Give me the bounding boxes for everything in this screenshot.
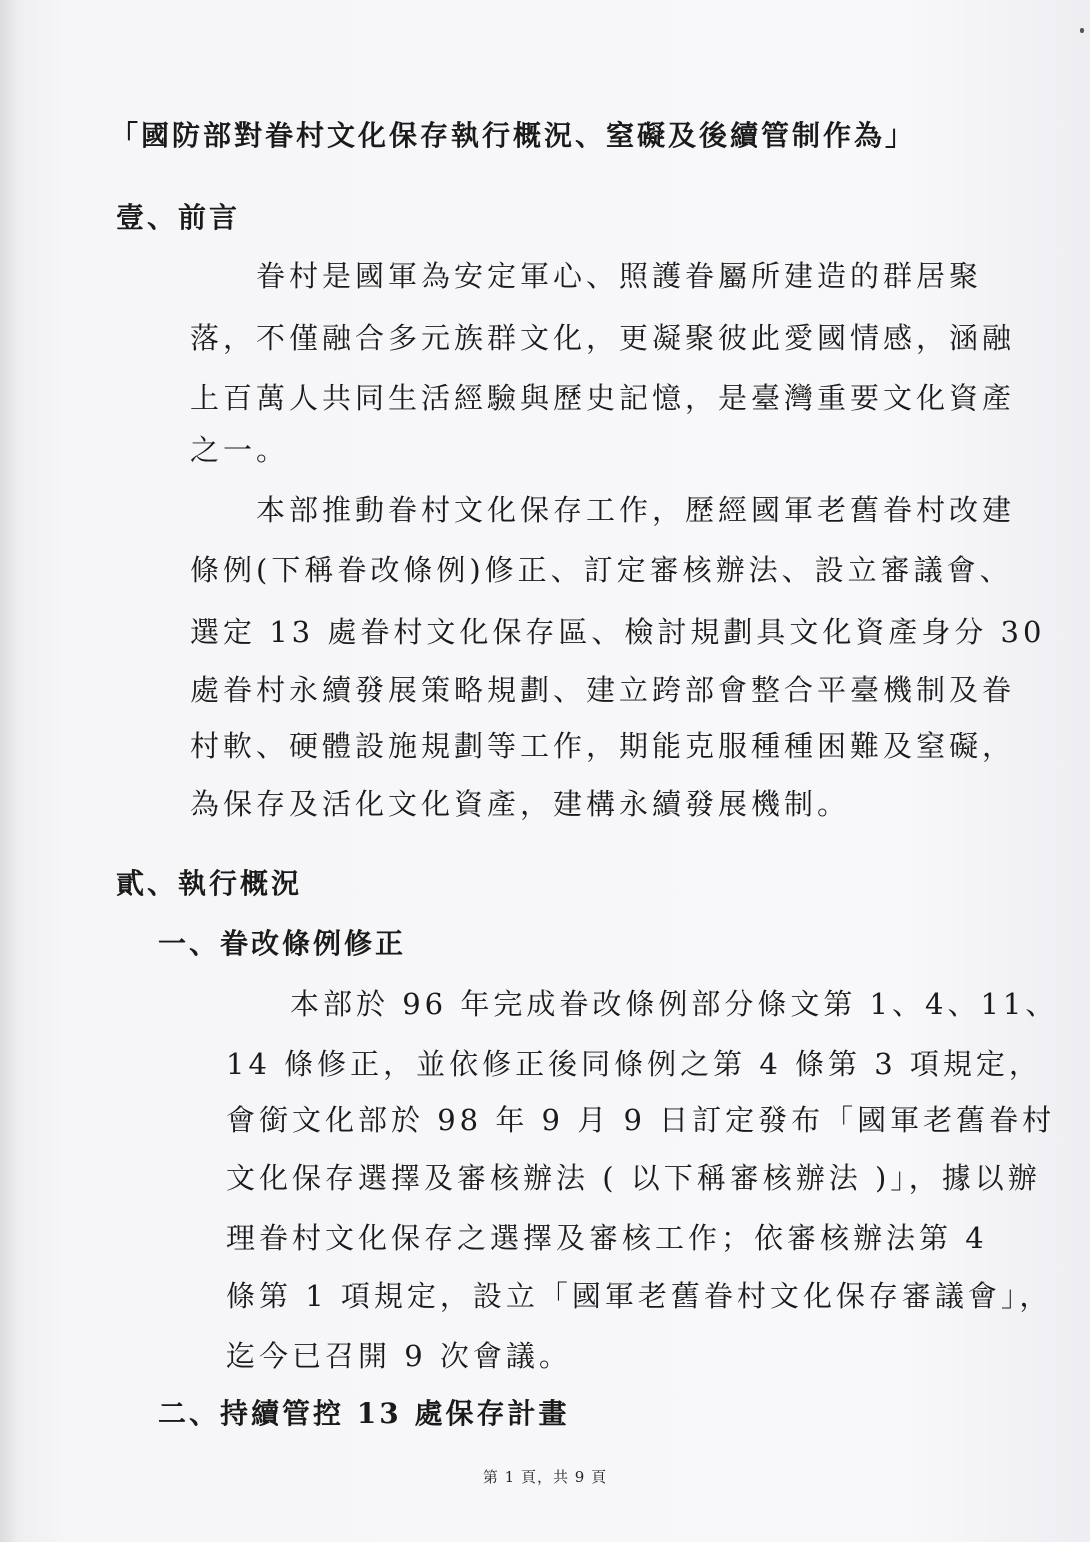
preface-para1-line2: 落，不僅融合多元族群文化，更凝聚彼此愛國情感，涵融 [190,321,1016,355]
preface-para2-line2: 條例(下稱眷改條例)修正、訂定審核辦法、設立審議會、 [190,553,1013,587]
preface-para2-line6: 為保存及活化文化資產，建構永續發展機制。 [190,787,851,821]
sub1-para-line7: 迄今已召開 9 次會議。 [226,1339,572,1373]
sub1-para-line2: 14 條修正，並依修正後同條例之第 4 條第 3 項規定， [226,1047,1042,1081]
sub1-para-line4: 文化保存選擇及審核辦法 ( 以下稱審核辦法 )」，據以辦 [226,1161,1041,1195]
preface-para2-line5: 村軟、硬體設施規劃等工作，期能克服種種困難及窒礙， [190,729,1016,763]
preface-para2-line3: 選定 13 處眷村文化保存區、檢討規劃具文化資產身分 30 [190,615,1046,649]
preface-para1-line1: 眷村是國軍為安定軍心、照護眷屬所建造的群居聚 [256,259,983,293]
subsection-heading-2: 二、持續管控 13 處保存計畫 [158,1397,570,1430]
sub1-para-line5: 理眷村文化保存之選擇及審核工作；依審核辦法第 4 [226,1221,988,1255]
sub1-para-line1: 本部於 96 年完成眷改條例部分條文第 1、4、11、 [290,987,1059,1021]
preface-para1-line3: 上百萬人共同生活經驗與歷史記憶，是臺灣重要文化資產 [190,381,1016,415]
sub1-para-line6: 條第 1 項規定，設立「國軍老舊眷村文化保存審議會」， [226,1279,1053,1313]
section-heading-preface: 壹、前言 [116,201,241,234]
preface-para1-line4: 之一。 [190,433,290,467]
scan-edge-shadow [0,0,18,1542]
document-title: 「國防部對眷村文化保存執行概況、窒礙及後續管制作為」 [110,119,917,152]
sub1-para-line3: 會銜文化部於 98 年 9 月 9 日訂定發布「國軍老舊眷村 [226,1103,1056,1137]
preface-para2-line1: 本部推動眷村文化保存工作，歷經國軍老舊眷村改建 [256,493,1016,527]
subsection-heading-1: 一、眷改條例修正 [158,927,407,960]
preface-para2-line4: 處眷村永續發展策略規劃、建立跨部會整合平臺機制及眷 [190,673,1016,707]
section-heading-status: 貳、執行概況 [116,867,303,900]
scan-speck [1080,28,1084,33]
page-footer: 第 1 頁，共 9 頁 [482,1468,608,1486]
